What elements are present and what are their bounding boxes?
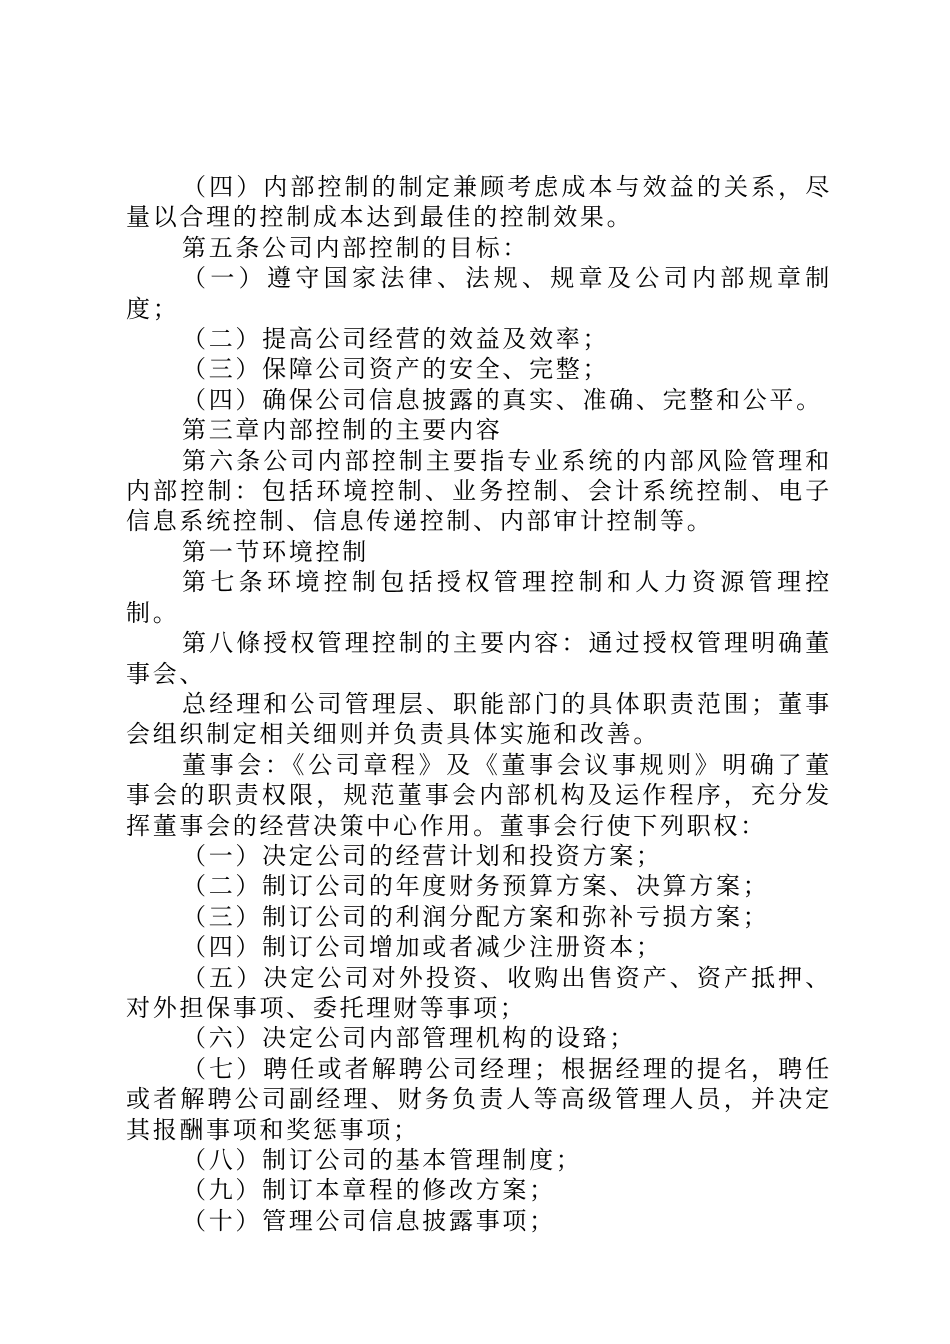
paragraph: （四）内部控制的制定兼顾考虑成本与效益的关系，尽量以合理的控制成本达到最佳的控制效果。 [126,173,832,232]
list-item: （九）制订本章程的修改方案； [182,1176,556,1205]
paragraph: 第六条公司内部控制主要指专业系统的内部风险管理和内部控制：包括环境控制、业务控制、会计系统控制、电子信息系统控制、信息传递控制、内部审计控制等。 [126,446,832,536]
list-item: （四）确保公司信息披露的真实、准确、完整和公平。 [182,385,823,414]
chapter-heading: 第三章内部控制的主要内容 [182,416,503,445]
list-item: （三）制订公司的利润分配方案和弥补亏损方案； [182,902,770,931]
paragraph: 总经理和公司管理层、职能部门的具体职责范围；董事会组织制定相关细则并负责具体实施和改善。 [126,689,832,749]
list-item: （十）管理公司信息披露事项； [182,1206,556,1235]
list-item: （三）保障公司资产的安全、完整； [182,355,610,384]
list-item: （六）决定公司内部管理机构的设臵； [182,1024,636,1053]
paragraph: 第八條授权管理控制的主要内容：通过授权管理明确董事会、 [126,629,832,688]
list-item: （一）决定公司的经营计划和投资方案； [182,841,663,870]
list-item: （二）提高公司经营的效益及效率； [182,325,610,354]
list-item: （二）制订公司的年度财务预算方案、决算方案； [182,872,770,901]
list-item: （五）决定公司对外投资、收购出售资产、资产抵押、对外担保事项、委托理财等事项； [126,963,832,1022]
paragraph: 第七条环境控制包括授权管理控制和人力资源管理控制。 [126,568,832,627]
paragraph: 董事会：《公司章程》及《董事会议事规则》明确了董事会的职责权限，规范董事会内部机构及运作程序，充分发挥董事会的经营决策中心作用。董事会行使下列职权： [126,750,832,840]
list-item: （四）制订公司增加或者减少注册资本； [182,933,663,962]
list-item: （七）聘任或者解聘公司经理；根据经理的提名，聘任或者解聘公司副经理、财务负责人等高级管理人员，并决定其报酬事项和奖惩事项； [126,1054,832,1144]
list-item: （八）制订公司的基本管理制度； [182,1146,583,1174]
article-heading: 第五条公司内部控制的目标： [182,233,530,262]
list-item: （一）遵守国家法律、法规、规章及公司内部规章制度； [126,264,832,323]
document-body [126,172,832,1236]
section-heading: 第一节环境控制 [182,537,369,566]
